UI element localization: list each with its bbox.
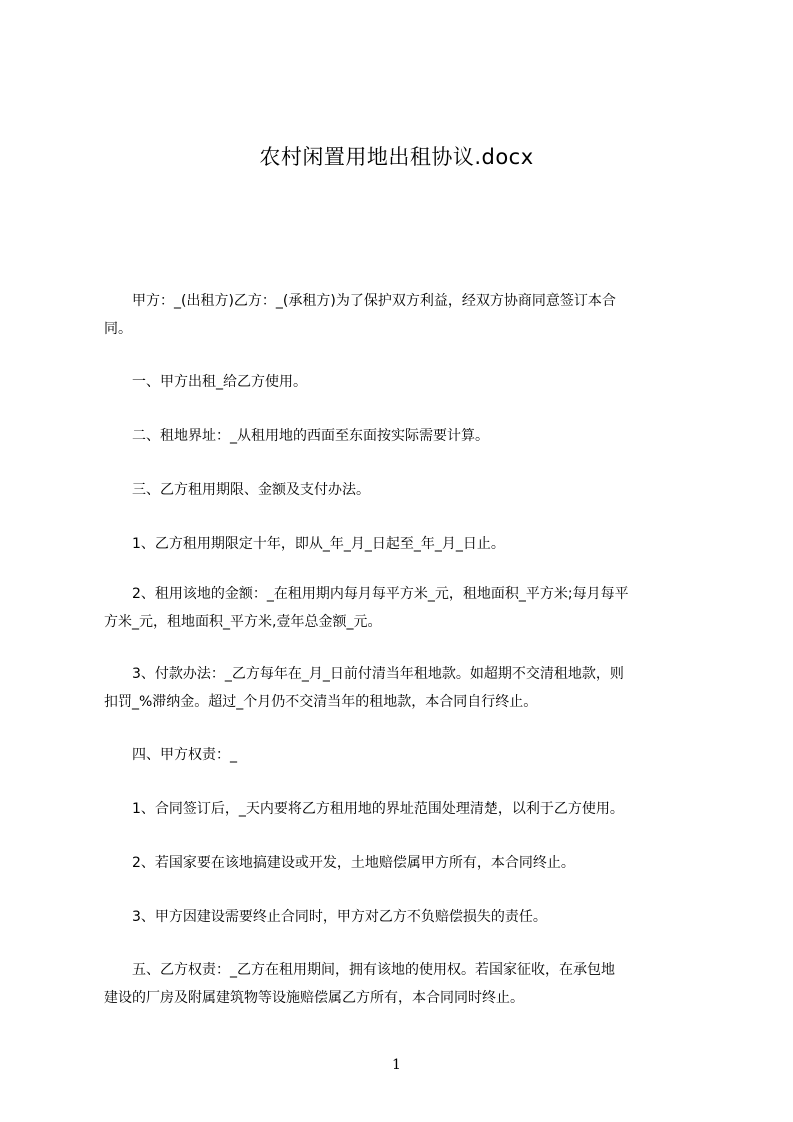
paragraph-party-a-duty-1 [104, 795, 714, 823]
paragraph-amount [104, 580, 714, 636]
paragraph-line: 1、合同签订后，_天内要将乙方租用地的界址范围处理清楚，以利于乙方使用。 [104, 801, 624, 817]
paragraph-party-a-duty-2 [104, 849, 714, 877]
paragraph-line: 同。 [104, 321, 132, 337]
paragraph-line: 2、若国家要在该地搞建设或开发，土地赔偿属甲方所有，本合同终止。 [104, 855, 575, 871]
paragraph-section-one [104, 368, 714, 396]
page-number: 1 [392, 1057, 401, 1073]
paragraph-payment [104, 660, 714, 716]
paragraph-line: 扣罚_%滞纳金。超过_个月仍不交清当年的租地款，本合同自行终止。 [104, 694, 538, 710]
paragraph-section-three [104, 476, 714, 504]
paragraph-term [104, 530, 714, 558]
paragraph-line: 四、甲方权责：_ [104, 747, 237, 763]
paragraph-parties [104, 287, 714, 343]
paragraph-line: 3、付款办法：_乙方每年在_月_日前付清当年租地款。如超期不交清租地款，则 [104, 666, 624, 682]
paragraph-party-a-duty-3 [104, 903, 714, 931]
paragraph-line: 方米_元，租地面积_平方米,壹年总金额_元。 [104, 614, 382, 630]
paragraph-section-five [104, 956, 714, 1012]
paragraph-line: 三、乙方租用期限、金额及支付办法。 [104, 482, 370, 498]
paragraph-line: 1、乙方租用期限定十年，即从_年_月_日起至_年_月_日止。 [104, 536, 505, 552]
document-title: 农村闲置用地出租协议.docx [259, 145, 534, 169]
paragraph-line: 一、甲方出租_给乙方使用。 [104, 374, 307, 390]
paragraph-line: 3、甲方因建设需要终止合同时，甲方对乙方不负赔偿损失的责任。 [104, 909, 547, 925]
paragraph-line: 建设的厂房及附属建筑物等设施赔偿属乙方所有，本合同同时终止。 [104, 990, 524, 1006]
paragraph-line: 2、租用该地的金额：_在租用期内每月每平方米_元，租地面积_平方米;每月每平 [104, 586, 629, 602]
paragraph-line: 二、租地界址：_从租用地的西面至东面按实际需要计算。 [104, 428, 489, 444]
paragraph-line: 五、乙方权责：_乙方在租用期间，拥有该地的使用权。若国家征收，在承包地 [104, 962, 615, 978]
paragraph-section-four [104, 741, 714, 769]
paragraph-line: 甲方：_(出租方)乙方：_(承租方)为了保护双方利益，经双方协商同意签订本合 [104, 293, 616, 309]
paragraph-section-two [104, 422, 714, 450]
